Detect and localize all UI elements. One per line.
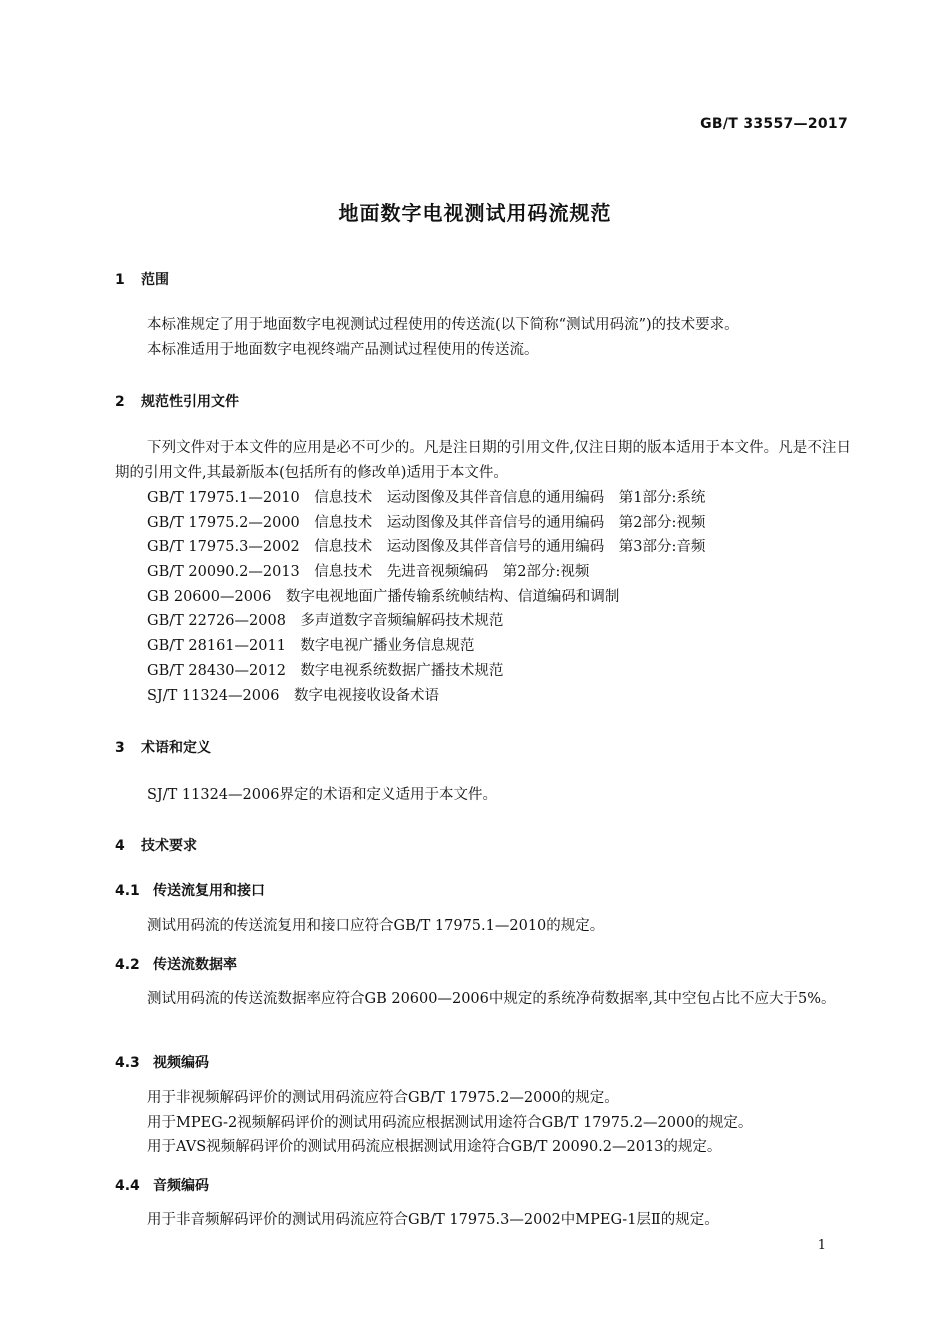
s4-3-line-1: 用于非视频解码评价的测试用码流应符合GB/T 17975.2—2000的规定。 [147,1090,619,1106]
reference-item: GB/T 17975.2—2000 信息技术 运动图像及其伴音信号的通用编码 第2部分:视频 [147,515,706,531]
reference-item: GB/T 20090.2—2013 信息技术 先进音视频编码 第2部分:视频 [147,564,590,580]
s1-line-1: 本标准规定了用于地面数字电视测试过程使用的传送流(以下简称“测试用码流”)的技术要求。 [147,317,739,333]
reference-item: GB/T 17975.3—2002 信息技术 运动图像及其伴音信号的通用编码 第3部分:音频 [147,539,706,555]
reference-item: SJ/T 11324—2006 数字电视接收设备术语 [147,688,439,704]
subsection-4-1-heading [115,880,265,900]
document-title: 地面数字电视测试用码流规范 [338,201,612,225]
s1-line-2: 本标准适用于地面数字电视终端产品测试过程使用的传送流。 [147,342,539,358]
section-number: 2 [115,394,125,410]
section-4-heading [115,835,197,855]
s4-4-text: 用于非音频解码评价的测试用码流应符合GB/T 17975.3—2002中MPEG-1层Ⅱ的规定。 [147,1212,719,1228]
section-3-heading [115,737,211,757]
s4-3-line-2: 用于MPEG-2视频解码评价的测试用码流应根据测试用途符合GB/T 17975.2—2000的规定。 [147,1115,753,1131]
subsection-number: 4.1 [115,883,140,899]
s2-intro-paragraph: 下列文件对于本文件的应用是必不可少的。凡是注日期的引用文件,仅注日期的版本适用于本文件。凡是不注日期的引用文件,其最新版本(包括所有的修改单)适用于本文件。 [115,440,851,481]
subsection-title: 视频编码 [153,1055,209,1071]
section-title: 规范性引用文件 [141,394,239,410]
reference-item: GB/T 22726—2008 多声道数字音频编解码技术规范 [147,613,504,629]
reference-item: GB/T 28161—2011 数字电视广播业务信息规范 [147,638,475,654]
subsection-number: 4.4 [115,1178,140,1194]
s4-3-line-3: 用于AVS视频解码评价的测试用码流应根据测试用途符合GB/T 20090.2—2013的规定。 [147,1139,722,1155]
subsection-title: 音频编码 [153,1178,209,1194]
reference-item: GB/T 28430—2012 数字电视系统数据广播技术规范 [147,663,504,679]
subsection-4-4-heading [115,1175,209,1195]
subsection-title: 传送流复用和接口 [153,883,265,899]
subsection-4-2-heading [115,954,237,974]
standard-code: GB/T 33557—2017 [700,116,848,132]
section-number: 1 [115,272,125,288]
reference-item: GB/T 17975.1—2010 信息技术 运动图像及其伴音信息的通用编码 第1部分:系统 [147,490,706,506]
section-title: 术语和定义 [141,740,211,756]
s4-1-text: 测试用码流的传送流复用和接口应符合GB/T 17975.1—2010的规定。 [147,918,605,934]
section-title: 范围 [141,272,169,288]
section-number: 3 [115,740,125,756]
section-2-heading [115,391,239,411]
s4-2-paragraph: 测试用码流的传送流数据率应符合GB 20600—2006中规定的系统净荷数据率,其中空包占比不应大于5%。 [147,991,836,1007]
section-title: 技术要求 [141,838,197,854]
subsection-title: 传送流数据率 [153,957,237,973]
section-number: 4 [115,838,125,854]
subsection-number: 4.2 [115,957,140,973]
subsection-4-3-heading [115,1052,209,1072]
subsection-number: 4.3 [115,1055,140,1071]
section-1-heading [115,269,169,289]
s3-text: SJ/T 11324—2006界定的术语和定义适用于本文件。 [147,787,497,803]
reference-item: GB 20600—2006 数字电视地面广播传输系统帧结构、信道编码和调制 [147,589,620,605]
page-number: 1 [817,1238,826,1253]
